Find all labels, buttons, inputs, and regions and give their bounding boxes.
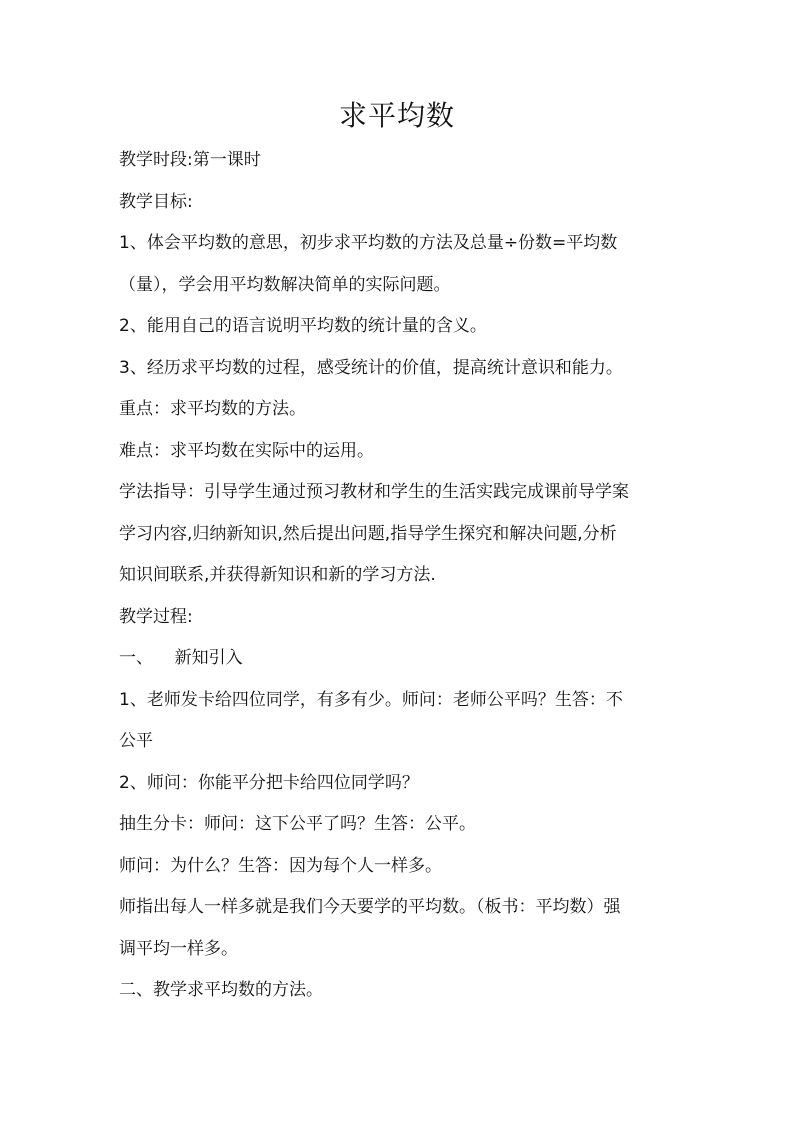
document-title: 求平均数 [338,99,455,132]
text-line: 2、能用自己的语言说明平均数的统计量的含义。 [119,316,487,336]
text-line: 1、老师发卡给四位同学，有多有少。师问：老师公平吗？生答：不 [119,689,623,710]
text-line: 一、 新知引入 [119,648,243,668]
text-line: 公平 [119,731,153,751]
text-line: 二、教学求平均数的方法。 [119,980,323,1000]
text-line: 教学时段:第一课时 [119,150,261,170]
text-line: 学习内容,归纳新知识,然后提出问题,指导学生探究和解决问题,分析 [119,523,617,544]
text-line: （量），学会用平均数解决简单的实际问题。 [119,274,451,295]
text-line: 学法指导：引导学生通过预习教材和学生的生活实践完成课前导学案 [119,482,629,502]
document-body [119,140,679,1012]
text-line: 重点：求平均数的方法。 [119,399,306,419]
text-line: 调平均一样多。 [119,938,238,959]
text-line: 知识间联系,并获得新知识和新的学习方法. [119,565,436,585]
text-line: 师指出每人一样多就是我们今天要学的平均数。（板书：平均数）强 [119,897,621,917]
text-line: 教学目标: [119,191,193,212]
text-line: 1、体会平均数的意思，初步求平均数的方法及总量÷份数=平均数 [119,233,618,253]
text-line: 抽生分卡：师问：这下公平了吗？生答：公平。 [119,814,476,834]
text-line: 2、师问：你能平分把卡给四位同学吗？ [119,772,419,793]
text-line: 3、经历求平均数的过程，感受统计的价值，提高统计意识和能力。 [119,357,623,378]
text-line: 师问：为什么？生答：因为每个人一样多。 [119,855,442,876]
text-line: 难点：求平均数在实际中的运用。 [119,440,374,461]
text-line: 教学过程: [119,606,193,627]
